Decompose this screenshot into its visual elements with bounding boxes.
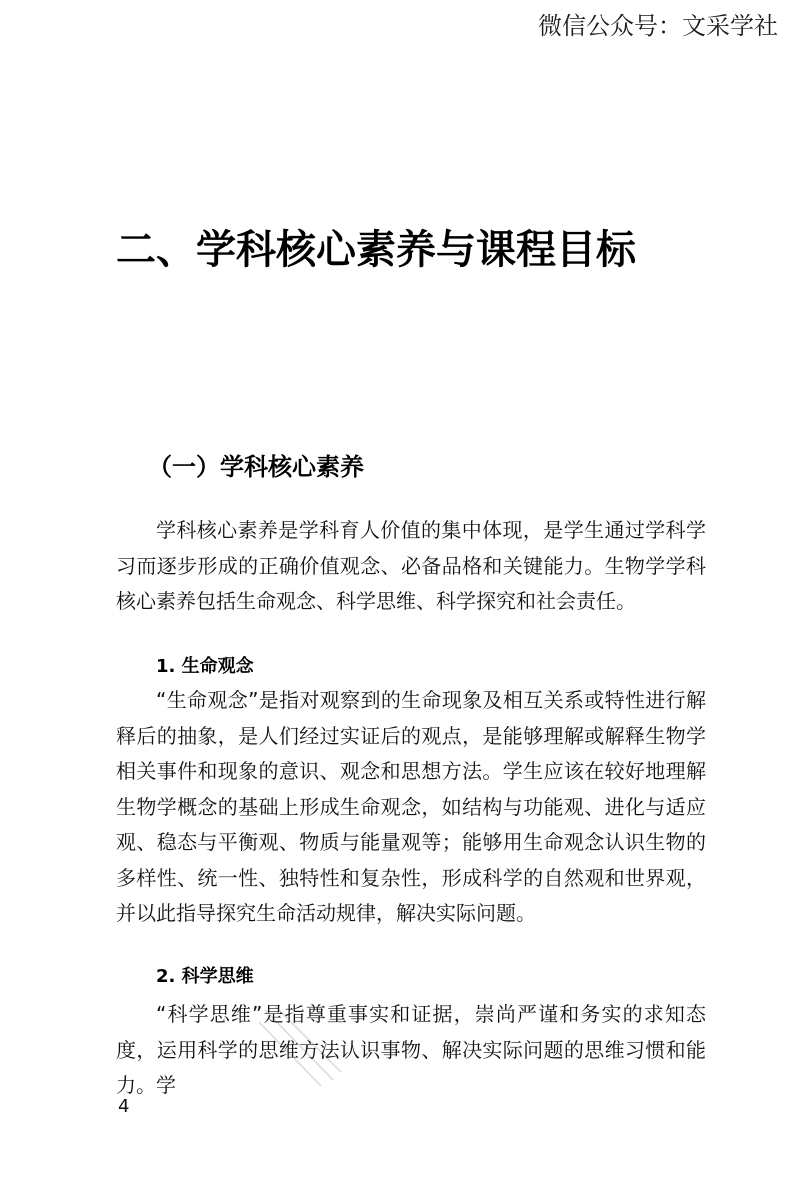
page-number: 4 bbox=[118, 1096, 130, 1117]
section-intro-paragraph: 学科核心素养是学科育人价值的集中体现，是学生通过学科学习而逐步形成的正确价值观念、必备品格和关键能力。生物学学科核心素养包括生命观念、科学思维、科学探究和社会责任。 bbox=[116, 518, 706, 613]
header-watermark: 微信公众号：文采学社 bbox=[538, 12, 778, 40]
chapter-title: 二、学科核心素养与课程目标 bbox=[116, 227, 636, 273]
section-title: （一）学科核心素养 bbox=[148, 453, 364, 481]
subheading-life-concept: 1. 生命观念 bbox=[156, 656, 254, 677]
scientific-thinking-paragraph: “科学思维”是指尊重事实和证据，崇尚严谨和务实的求知态度，运用科学的思维方法认识事物、解决实际问题的思维习惯和能力。学 bbox=[116, 1002, 706, 1097]
subheading-scientific-thinking: 2. 科学思维 bbox=[156, 966, 254, 987]
life-concept-paragraph: “生命观念”是指对观察到的生命现象及相互关系或特性进行解释后的抽象，是人们经过实证后的观点，是能够理解或解释生物学相关事件和现象的意识、观念和思想方法。学生应该在较好地理解生物学概念的基础上形成生命观念，如结构与功能观、进化与适应观、稳态与平衡观、物质与能量观等；能够用生命观念认识生物的多样性、统一性、独特性和复杂性，形成科学的自然观和世界观，并以此指导探究生命活动规律，解决实际问题。 bbox=[116, 688, 706, 925]
